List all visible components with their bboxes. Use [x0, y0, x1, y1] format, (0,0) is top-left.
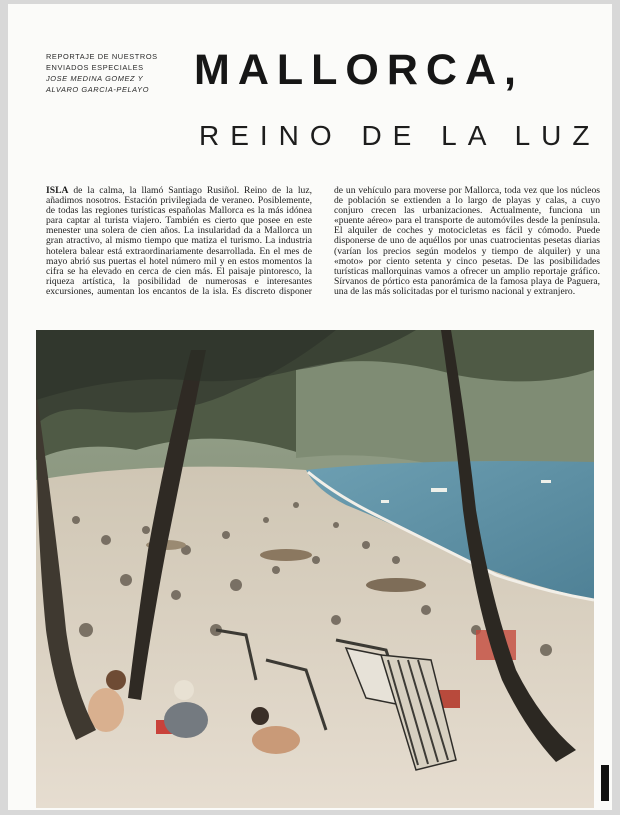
credits-line: ALVARO GARCIA-PELAYO — [46, 85, 150, 94]
credits-line: JOSE MEDINA GOMEZ Y — [46, 74, 144, 83]
article-subtitle: REINO DE LA LUZ — [199, 120, 601, 151]
page-edge-mark — [601, 765, 609, 801]
credits-line: REPORTAJE DE NUESTROS — [46, 52, 158, 61]
article-title: MALLORCA, — [194, 46, 524, 94]
drop-cap-word: ISLA — [46, 186, 69, 196]
beach-photo-illustration — [36, 330, 594, 808]
article-body — [46, 186, 600, 322]
article-text: de la calma, la llamó Santiago Rusiñol. Reino de la luz, añadimos nosotros. Estación privilegiada de veraneo. Posiblemente, de todas las regiones turísticas españolas Mallorca es la más idónea para captar al turista viajero. También es cierto que posee en este menester una solera de cien años. La insularidad da a Mallorca un gran atractivo, al mismo tiempo que matiza el turismo. La industria hotelera balear está extraordinariamente desarrollada. En el mes de mayo abrió sus puertas el hotel número mil y en estos momentos la cifra se ha elevado en cerca de cien más. El paisaje pintoresco, la riqueza artística, la posibilidad de numerosas e interesantes excursiones, aumentan los encantos de la isla. Es discreto disponer de un vehículo para moverse por Mallorca, toda vez que los núcleos de población se extienden a lo largo de playas y calas, a cuyo conjuro crecen las urbanizaciones. Actualmente, funciona un «puente aéreo» para el transporte de automóviles desde la península. El alquiler de coches y motocicletas es fácil y cómodo. Puede disponerse de uno de aquéllos por unas cuatrocientas pesetas diarias (varían los precios según modelos y tiempo de alquiler) y una «moto» por ciento setenta y cinco pesetas. De las posibilidades turísticas mallorquinas vamos a ofrecer un amplio reportaje gráfico. Sírvanos de pórtico esta panorámica de la famosa playa de Paguera, una de las más solicitadas por el turismo nacional y extranjero. — [46, 186, 600, 297]
reporter-credits — [46, 51, 158, 95]
beach-photo — [36, 330, 594, 808]
credits-line: ENVIADOS ESPECIALES — [46, 63, 144, 72]
